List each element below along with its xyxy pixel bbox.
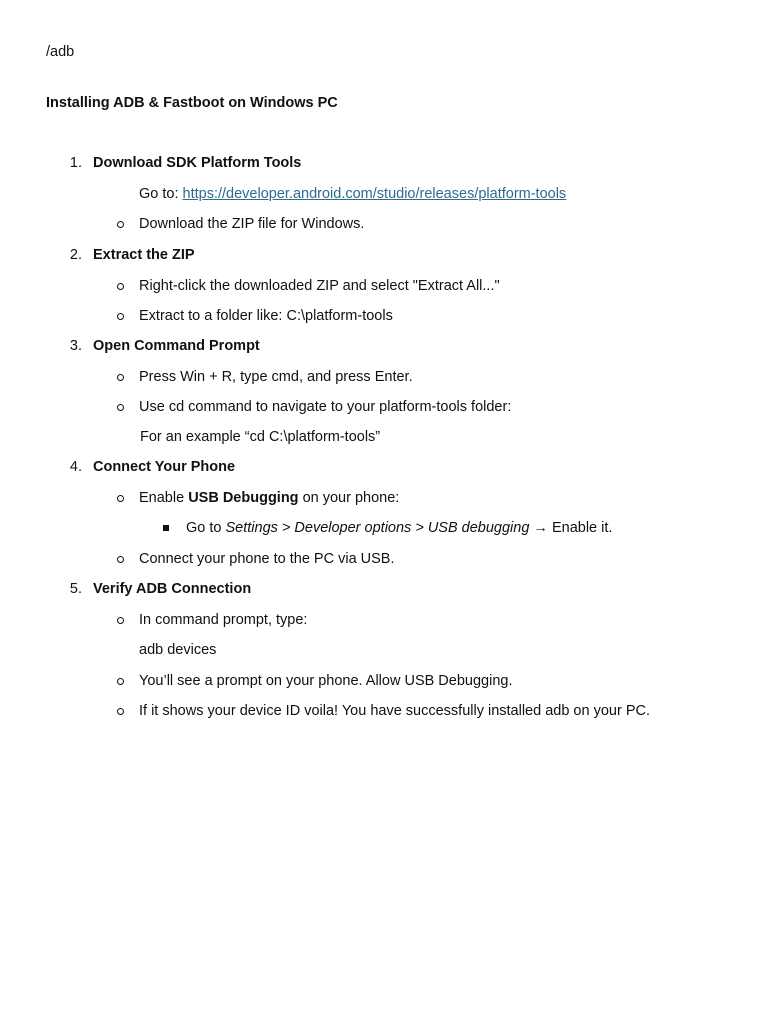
list-item: In command prompt, type:	[139, 612, 308, 628]
list-item: Right-click the downloaded ZIP and select "Extract All..."	[139, 278, 500, 294]
step-heading-2: Extract the ZIP	[93, 247, 195, 263]
platform-tools-link[interactable]: https://developer.android.com/studio/releases/platform-tools	[182, 186, 567, 202]
hollow-circle-bullet-icon	[117, 701, 125, 709]
enable-prefix: Enable	[139, 490, 189, 506]
enable-suffix: on your phone:	[298, 490, 400, 506]
list-item: You’ll see a prompt on your phone. Allow USB Debugging.	[139, 673, 513, 689]
usb-debugging-bold: USB Debugging	[188, 490, 299, 506]
step-number-1: 1.	[69, 155, 82, 171]
list-item: Connect your phone to the PC via USB.	[139, 551, 395, 567]
list-item: Use cd command to navigate to your platform-tools folder:	[139, 399, 512, 415]
step-number-4: 4.	[69, 459, 82, 475]
hollow-circle-bullet-icon	[117, 549, 125, 557]
enable-usb-debugging-line	[139, 488, 399, 508]
goto-line	[139, 184, 566, 204]
example-text: For an example “cd C:\platform-tools”	[140, 429, 381, 445]
sub-suffix: → Enable it.	[529, 520, 613, 536]
settings-path: Settings > Developer options > USB debugging	[225, 520, 530, 536]
hollow-circle-bullet-icon	[117, 671, 125, 679]
step-number-2: 2.	[69, 247, 82, 263]
hollow-circle-bullet-icon	[117, 306, 125, 314]
document-title: Installing ADB & Fastboot on Windows PC	[46, 95, 338, 111]
step-heading-1: Download SDK Platform Tools	[93, 155, 302, 171]
step-number-3: 3.	[69, 338, 82, 354]
step-heading-4: Connect Your Phone	[93, 459, 236, 475]
hollow-circle-bullet-icon	[117, 276, 125, 284]
list-item: Press Win + R, type cmd, and press Enter.	[139, 369, 413, 385]
hollow-circle-bullet-icon	[117, 488, 125, 496]
list-item: If it shows your device ID voila! You have successfully installed adb on your PC.	[139, 703, 650, 719]
square-bullet-icon	[163, 525, 169, 531]
step-number-5: 5.	[69, 581, 82, 597]
list-item: Download the ZIP file for Windows.	[139, 216, 365, 232]
header-path: /adb	[46, 44, 75, 60]
command-text: adb devices	[139, 642, 217, 658]
goto-prefix: Go to:	[139, 186, 183, 202]
step-heading-3: Open Command Prompt	[93, 338, 260, 354]
hollow-circle-bullet-icon	[117, 214, 125, 222]
hollow-circle-bullet-icon	[117, 610, 125, 618]
settings-path-line	[186, 518, 612, 538]
step-heading-5: Verify ADB Connection	[93, 581, 252, 597]
hollow-circle-bullet-icon	[117, 397, 125, 405]
sub-prefix: Go to	[186, 520, 226, 536]
hollow-circle-bullet-icon	[117, 367, 125, 375]
list-item: Extract to a folder like: C:\platform-tools	[139, 308, 393, 324]
